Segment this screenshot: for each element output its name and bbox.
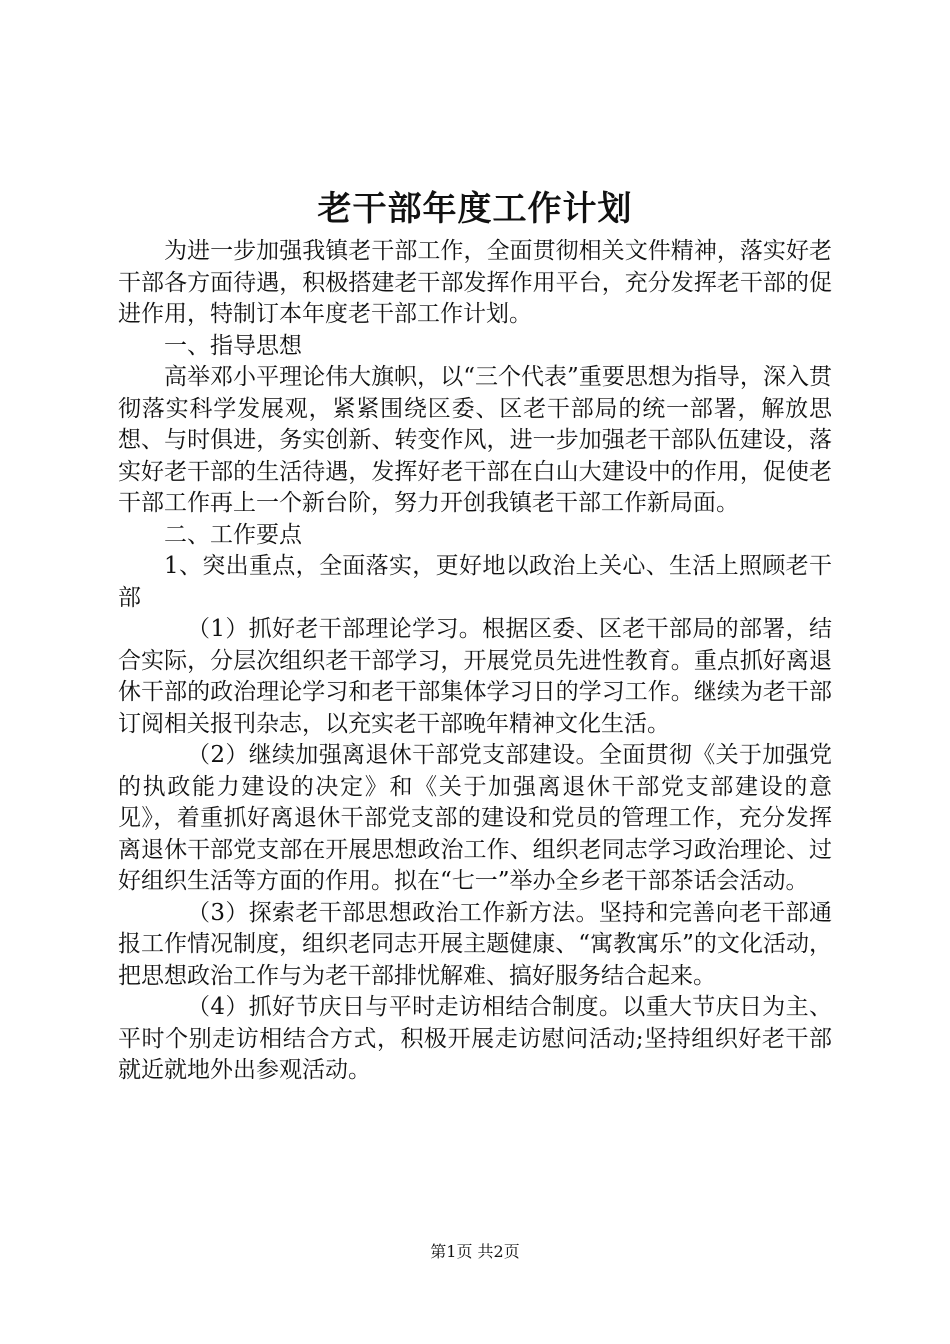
intro-paragraph: 为进一步加强我镇老干部工作，全面贯彻相关文件精神，落实好老干部各方面待遇，积极搭建老干部发挥作用平台，充分发挥老干部的促进作用，特制订本年度老干部工作计划。 (118, 238, 832, 327)
work-item-2-paragraph: （2）继续加强离退休干部党支部建设。全面贯彻《关于加强党的执政能力建设的决定》和《关于加强离退休干部党支部建设的意见》，着重抓好离退休干部党支部的建设和党员的管理工作，充分发挥离退休干部党支部在开展思想政治工作、组织老同志学习政治理论、过好组织生活等方面的作用。拟在“七一”举办全乡老干部茶话会活动。 (118, 742, 832, 894)
work-point-1-heading: 1、突出重点，全面落实，更好地以政治上关心、生活上照顾老干部 (118, 553, 832, 611)
document-title: 老干部年度工作计划 (317, 189, 633, 229)
work-item-3-paragraph: （3）探索老干部思想政治工作新方法。坚持和完善向老干部通报工作情况制度，组织老同志开展主题健康、“寓教寓乐”的文化活动，把思想政治工作与为老干部排忧解难、搞好服务结合起来。 (118, 899, 832, 989)
section-heading-work-points: 二、工作要点 (164, 521, 302, 548)
guiding-ideology-paragraph: 高举邓小平理论伟大旗帜，以“三个代表”重要思想为指导，深入贯彻落实科学发展观，紧紧围绕区委、区老干部局的统一部署，解放思想、与时俱进，务实创新、转变作风，进一步加强老干部队伍建设，落实好老干部的生活待遇，发挥好老干部在白山大建设中的作用，促使老干部工作再上一个新台阶，努力开创我镇老干部工作新局面。 (118, 364, 832, 516)
page-number-footer: 第1页 共2页 (430, 1242, 520, 1261)
work-item-4-paragraph: （4）抓好节庆日与平时走访相结合制度。以重大节庆日为主、平时个别走访相结合方式，积极开展走访慰问活动;坚持组织好老干部就近就地外出参观活动。 (118, 994, 832, 1083)
section-heading-guiding-ideology: 一、指导思想 (164, 332, 302, 359)
document-body (118, 236, 832, 1087)
work-item-1-paragraph: （1）抓好老干部理论学习。根据区委、区老干部局的部署，结合实际，分层次组织老干部学习，开展党员先进性教育。重点抓好离退休干部的政治理论学习和老干部集体学习日的学习工作。继续为老干部订阅相关报刊杂志，以充实老干部晚年精神文化生活。 (118, 616, 832, 737)
